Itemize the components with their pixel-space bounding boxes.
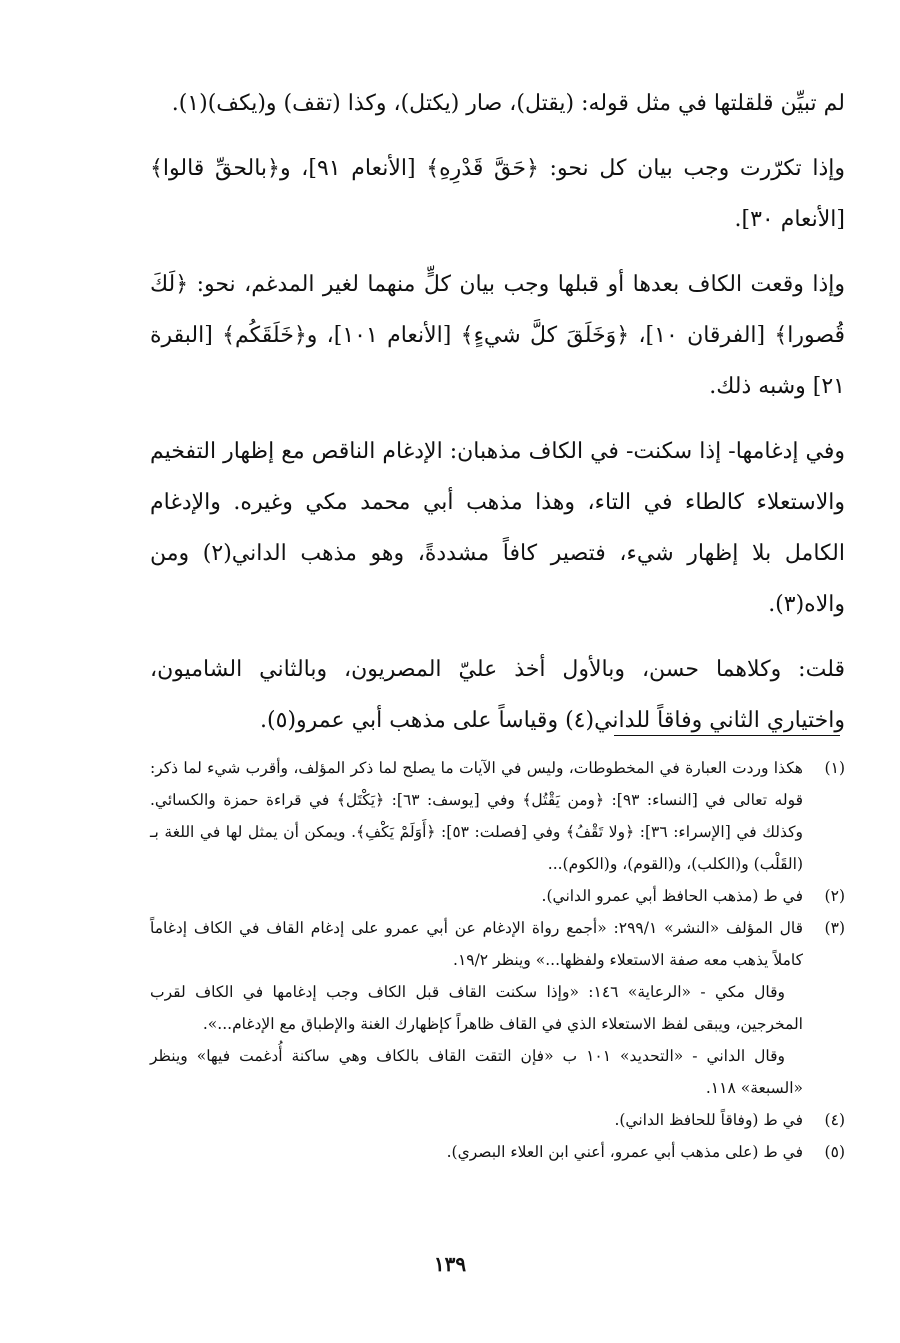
footnote-4 xyxy=(150,1104,845,1136)
footnote-5 xyxy=(150,1136,845,1168)
footnote-number: (١) xyxy=(824,759,845,777)
footnote-text: هكذا وردت العبارة في المخطوطات، وليس في الآيات ما يصلح لما ذكر المؤلف، وأقرب شيء لما ذكر: قوله تعالى في [النساء: ٩٣]: ﴿ومن يَقْتُل﴾ وفي [يوسف: ٦٣]: ﴿يَكْتَل﴾ في قراءة حمزة والكسائي. وكذلك في [الإسراء: ٣٦]: ﴿ولا تَقْفُ﴾ وفي [فصلت: ٥٣]: ﴿أَوَلَمْ يَكْفِ﴾. ويمكن أن يمثل لها في اللغة بـ (القَلْب) و(الكلب)، و(القوم)، و(الكوم)... xyxy=(150,759,803,873)
paragraph-2: وإذا تكرّرت وجب بيان كل نحو: ﴿حَقَّ قَدْرِهِ﴾ [الأنعام ٩١]، و﴿بالحقِّ قالوا﴾ [الأنعام ٣٠]. xyxy=(150,156,845,232)
footnote-number: (٤) xyxy=(824,1111,845,1129)
footnote-text: وقال الداني - «التحديد» ١٠١ ب «فإن التقت القاف بالكاف وهي ساكنة أُدغمت فيها» وينظر «السبعة» ١١٨. xyxy=(150,1047,803,1097)
footnote-text: في ط (على مذهب أبي عمرو، أعني ابن العلاء البصري). xyxy=(446,1143,803,1161)
paragraph-5: قلت: وكلاهما حسن، وبالأول أخذ عليّ المصريون، وبالثاني الشاميون، واختياري الثاني وفاقاً للداني(٤) وقياساً على مذهب أبي عمرو(٥). xyxy=(150,657,845,733)
paragraph-3: وإذا وقعت الكاف بعدها أو قبلها وجب بيان كلٍّ منهما لغير المدغم، نحو: ﴿لَكَ قُصورا﴾ [الفرقان ١٠]، ﴿وَخَلَقَ كلَّ شيءٍ﴾ [الأنعام ١٠١]، و﴿خَلَقَكُم﴾ [البقرة ٢١] وشبه ذلك. xyxy=(150,272,846,399)
main-text xyxy=(150,78,845,760)
footnote-2 xyxy=(150,880,845,912)
footnote-text: في ط (مذهب الحافظ أبي عمرو الداني). xyxy=(541,887,803,905)
footnotes xyxy=(150,752,845,1168)
paragraph-1: لم تبيِّن قلقلتها في مثل قوله: (يقتل)، صار (يكتل)، وكذا (تقف) و(يكف)(١). xyxy=(171,91,845,116)
footnote-text: في ط (وفاقاً للحافظ الداني). xyxy=(614,1111,803,1129)
footnote-3 xyxy=(150,912,845,1104)
footnote-separator xyxy=(614,735,840,736)
footnote-1 xyxy=(150,752,845,880)
footnote-number: (٢) xyxy=(824,887,845,905)
page-number: ١٣٩ xyxy=(433,1252,467,1276)
footnote-text: قال المؤلف «النشر» ٢٩٩/١: «أجمع رواة الإدغام عن أبي عمرو على إدغام القاف في الكاف إدغاماً كاملاً يذهب معه صفة الاستعلاء ولفظها...» وينظر ١٩/٢. xyxy=(150,919,803,969)
paragraph-4: وفي إدغامها- إذا سكنت- في الكاف مذهبان: الإدغام الناقص مع إظهار التفخيم والاستعلاء كالطاء في التاء، وهذا مذهب أبي محمد مكي وغيره. والإدغام الكامل بلا إظهار شيء، فتصير كافاً مشددةً، وهو مذهب الداني(٢) ومن والاه(٣). xyxy=(150,439,845,617)
footnote-text: وقال مكي - «الرعاية» ١٤٦: «وإذا سكنت القاف قبل الكاف وجب إدغامها في الكاف لقرب المخرجين، ويبقى لفظ الاستعلاء الذي في القاف ظاهراً كإظهارك الغنة والإطباق مع الإدغام...». xyxy=(150,983,803,1033)
footnote-number: (٥) xyxy=(824,1143,845,1161)
footnote-number: (٣) xyxy=(824,919,845,937)
